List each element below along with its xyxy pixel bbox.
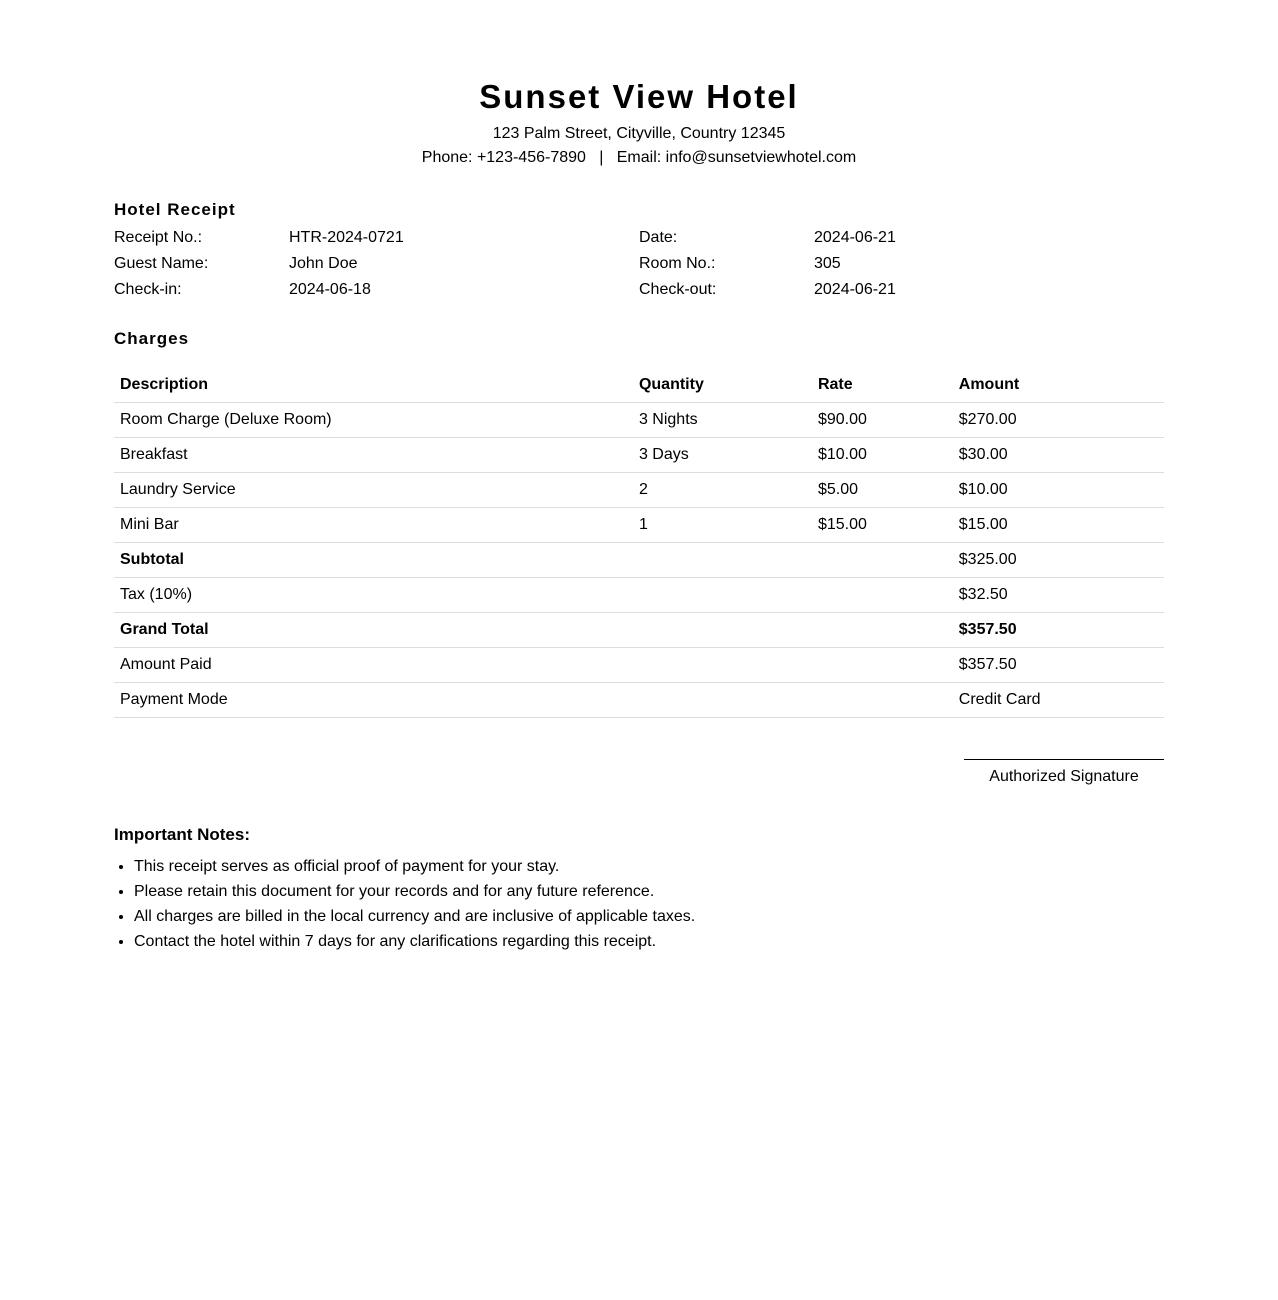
charges-title: Charges xyxy=(114,329,190,348)
note-item: • This receipt serves as official proof of payment for your stay. xyxy=(134,854,1034,879)
signature-line xyxy=(964,759,1164,760)
tax-label: Tax (10%) xyxy=(114,578,953,613)
check-out-value: 2024-06-21 xyxy=(814,281,896,298)
grand-total-label: Grand Total xyxy=(114,613,953,648)
column-header-amount: Amount xyxy=(953,368,1164,403)
table-header-row xyxy=(114,368,1164,403)
date-label: Date: xyxy=(639,229,678,246)
note-item: • Please retain this document for your records and for any future reference. xyxy=(134,879,1034,904)
charges-table xyxy=(114,368,1164,718)
amount-paid-row xyxy=(114,648,1164,683)
item-quantity: 3 Nights xyxy=(633,403,812,438)
check-in-label: Check-in: xyxy=(114,281,182,298)
item-amount: $270.00 xyxy=(953,403,1164,438)
signature-label: Authorized Signature xyxy=(989,768,1139,785)
table-row xyxy=(114,508,1164,543)
item-quantity: 1 xyxy=(633,508,812,543)
item-amount: $30.00 xyxy=(953,438,1164,473)
item-amount: $15.00 xyxy=(953,508,1164,543)
subtotal-value: $325.00 xyxy=(953,543,1164,578)
table-row xyxy=(114,473,1164,508)
payment-mode-row xyxy=(114,683,1164,718)
item-description: Room Charge (Deluxe Room) xyxy=(114,403,633,438)
check-out-label: Check-out: xyxy=(639,281,717,298)
item-rate: $15.00 xyxy=(812,508,953,543)
item-rate: $10.00 xyxy=(812,438,953,473)
table-row xyxy=(114,403,1164,438)
item-quantity: 2 xyxy=(633,473,812,508)
item-quantity: 3 Days xyxy=(633,438,812,473)
room-no-label: Room No.: xyxy=(639,255,716,272)
hotel-contact: Phone: +123-456-7890 | Email: info@sunsetviewhotel.com xyxy=(421,149,857,166)
hotel-address: 123 Palm Street, Cityville, Country 12345 xyxy=(492,125,786,142)
grand-total-value: $357.50 xyxy=(953,613,1164,648)
check-in-value: 2024-06-18 xyxy=(289,281,371,298)
room-no-value: 305 xyxy=(814,255,841,272)
payment-mode-label: Payment Mode xyxy=(114,683,953,718)
grand-total-row xyxy=(114,613,1164,648)
note-item: • Contact the hotel within 7 days for any clarifications regarding this receipt. xyxy=(134,929,1034,954)
column-header-quantity: Quantity xyxy=(633,368,812,403)
receipt-no-value: HTR-2024-0721 xyxy=(289,229,404,246)
payment-mode-value: Credit Card xyxy=(953,683,1164,718)
hotel-name: Sunset View Hotel xyxy=(479,78,799,115)
item-rate: $5.00 xyxy=(812,473,953,508)
receipt-no-label: Receipt No.: xyxy=(114,229,203,246)
guest-name-label: Guest Name: xyxy=(114,255,209,272)
column-header-description: Description xyxy=(114,368,633,403)
subtotal-row xyxy=(114,543,1164,578)
table-row xyxy=(114,438,1164,473)
receipt-title: Hotel Receipt xyxy=(114,200,236,219)
notes-list xyxy=(114,854,1034,954)
tax-row xyxy=(114,578,1164,613)
item-rate: $90.00 xyxy=(812,403,953,438)
amount-paid-value: $357.50 xyxy=(953,648,1164,683)
item-description: Laundry Service xyxy=(114,473,633,508)
item-description: Mini Bar xyxy=(114,508,633,543)
guest-name-value: John Doe xyxy=(289,255,358,272)
note-item: • All charges are billed in the local currency and are inclusive of applicable taxes. xyxy=(134,904,1034,929)
tax-value: $32.50 xyxy=(953,578,1164,613)
item-amount: $10.00 xyxy=(953,473,1164,508)
notes-title: Important Notes: xyxy=(114,825,250,844)
date-value: 2024-06-21 xyxy=(814,229,896,246)
subtotal-label: Subtotal xyxy=(114,543,953,578)
column-header-rate: Rate xyxy=(812,368,953,403)
amount-paid-label: Amount Paid xyxy=(114,648,953,683)
item-description: Breakfast xyxy=(114,438,633,473)
